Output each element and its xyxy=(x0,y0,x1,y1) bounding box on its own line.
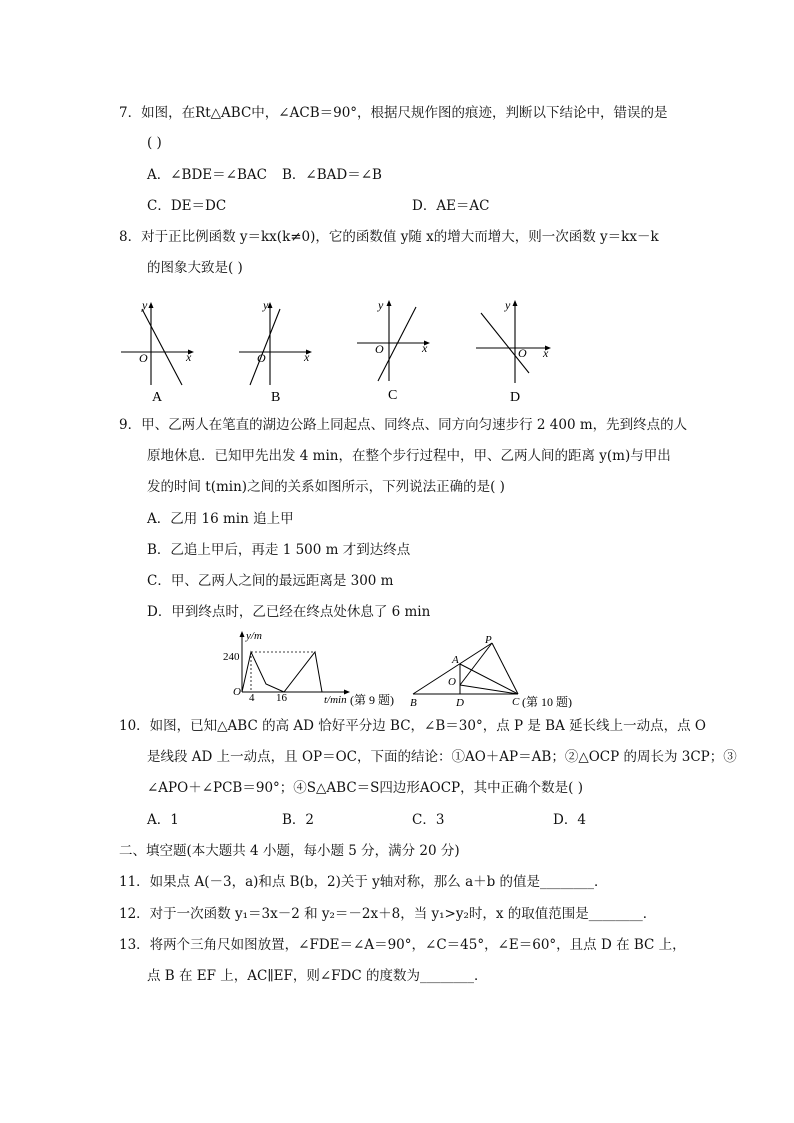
section-heading-fill-in: 二、填空题(本大题共 4 小题，每小题 5 分，满分 20 分) xyxy=(119,843,460,859)
q8-b-y-label: y xyxy=(263,298,269,312)
q7-stem: 7．如图，在Rt△ABC中，∠ACB＝90°，根据尺规作图的痕迹，判断以下结论中，错误的是 xyxy=(119,105,668,121)
q8-c-label: C xyxy=(388,388,398,403)
q8-c-x-label: x xyxy=(422,341,428,355)
q8-d-label: D xyxy=(510,390,521,405)
q10-option-a: A．1 xyxy=(147,812,179,828)
q10-label-c: C xyxy=(512,696,520,708)
q8-d-x-label: x xyxy=(543,346,549,360)
q8-a-x-label: x xyxy=(186,350,192,364)
q8-b-x-label: x xyxy=(304,350,310,364)
q10-option-b: B．2 xyxy=(282,812,315,828)
q7-option-b: B．∠BAD＝∠B xyxy=(282,167,382,183)
q10-label-b: B xyxy=(410,697,417,708)
q7-option-d: D．AE＝AC xyxy=(412,198,490,214)
q9-x-tick-4: 4 xyxy=(249,692,255,704)
q10-stem-line1: 10．如图，已知△ABC 的高 AD 恰好平分边 BC，∠B＝30°，点 P 是 BA 延长线上一动点，点 O xyxy=(119,718,706,734)
q8-graph-b xyxy=(236,295,316,405)
q9-stem-line2: 原地休息．已知甲先出发 4 min，在整个步行过程中，甲、乙两人间的距离 y(m)与甲出 xyxy=(147,448,671,464)
q9-stem-line3: 发的时间 t(min)之间的关系如图所示，下列说法正确的是( ) xyxy=(147,479,505,495)
q8-stem-line1: 8．对于正比例函数 y＝kx(k≠0)，它的函数值 y随 x的增大而增大，则一次函数 y＝kx－k xyxy=(119,229,659,245)
q10-triangle-figure xyxy=(405,634,580,708)
q8-c-origin: O xyxy=(375,342,384,356)
q10-option-d: D．4 xyxy=(553,812,586,828)
q9-option-c: C．甲、乙两人之间的最远距离是 300 m xyxy=(147,573,394,589)
q8-graph-d xyxy=(473,295,557,405)
q11-stem: 11．如果点 A(－3，a)和点 B(b，2)关于 y轴对称，那么 a＋b 的值是________． xyxy=(119,874,608,890)
q10-label-p: P xyxy=(485,634,492,646)
q7-option-c: C．DE＝DC xyxy=(147,198,227,214)
q10-option-c: C．3 xyxy=(412,812,445,828)
q9-option-b: B．乙追上甲后，再走 1 500 m 才到达终点 xyxy=(147,542,411,558)
q10-stem-line2: 是线段 AD 上一动点，且 OP＝OC，下面的结论：①AO＋AP＝AB；②△OCP 的周长为 3CP；③ xyxy=(147,749,737,765)
q9-distance-time-chart xyxy=(222,628,412,708)
q10-caption: (第 10 题) xyxy=(522,695,572,708)
q8-b-origin: O xyxy=(257,351,266,365)
q8-d-y-label: y xyxy=(505,298,511,312)
q8-graph-c xyxy=(354,295,438,405)
q10-label-a: A xyxy=(452,654,459,666)
q10-label-d: D xyxy=(456,697,464,708)
q9-stem-line1: 9．甲、乙两人在笔直的湖边公路上同起点、同终点、同方向匀速步行 2 400 m，先到终点的人 xyxy=(119,417,688,433)
q9-origin: O xyxy=(233,686,241,698)
q9-option-a: A．乙用 16 min 追上甲 xyxy=(147,511,294,527)
q7-option-a: A．∠BDE＝∠BAC xyxy=(147,167,267,183)
q13-stem-line2: 点 B 在 EF 上，AC∥EF，则∠FDC 的度数为________． xyxy=(147,968,488,984)
q8-a-y-label: y xyxy=(142,298,148,312)
q8-stem-line2: 的图象大致是( ) xyxy=(147,260,243,276)
q9-x-axis-label: t/min xyxy=(324,694,347,706)
q9-caption: (第 9 题) xyxy=(350,693,394,707)
q10-label-o: O xyxy=(448,676,456,688)
q9-option-d: D．甲到终点时，乙已经在终点处休息了 6 min xyxy=(147,604,431,620)
q7-answer-paren: ( ) xyxy=(147,135,162,151)
q8-a-origin: O xyxy=(139,351,148,365)
q8-graph-a xyxy=(118,295,198,405)
q9-y-tick-240: 240 xyxy=(223,651,240,663)
q10-stem-line3: ∠APO＋∠PCB＝90°；④S△ABC＝S四边形AOCP，其中正确个数是( ) xyxy=(147,780,583,796)
q8-b-label: B xyxy=(271,390,281,405)
q12-stem: 12．对于一次函数 y₁＝3x－2 和 y₂＝－2x＋8，当 y₁>y₂时，x 的取值范围是________． xyxy=(119,906,657,922)
q8-a-label: A xyxy=(152,390,163,405)
q9-x-tick-16: 16 xyxy=(276,692,287,704)
q9-distance-curve xyxy=(242,652,322,692)
q9-y-axis-label: y/m xyxy=(246,630,262,642)
q13-stem-line1: 13．将两个三角尺如图放置，∠FDE＝∠A＝90°，∠C＝45°，∠E＝60°，且点 D 在 BC 上， xyxy=(119,937,686,953)
q8-c-y-label: y xyxy=(378,298,384,312)
q8-d-origin: O xyxy=(518,346,527,360)
